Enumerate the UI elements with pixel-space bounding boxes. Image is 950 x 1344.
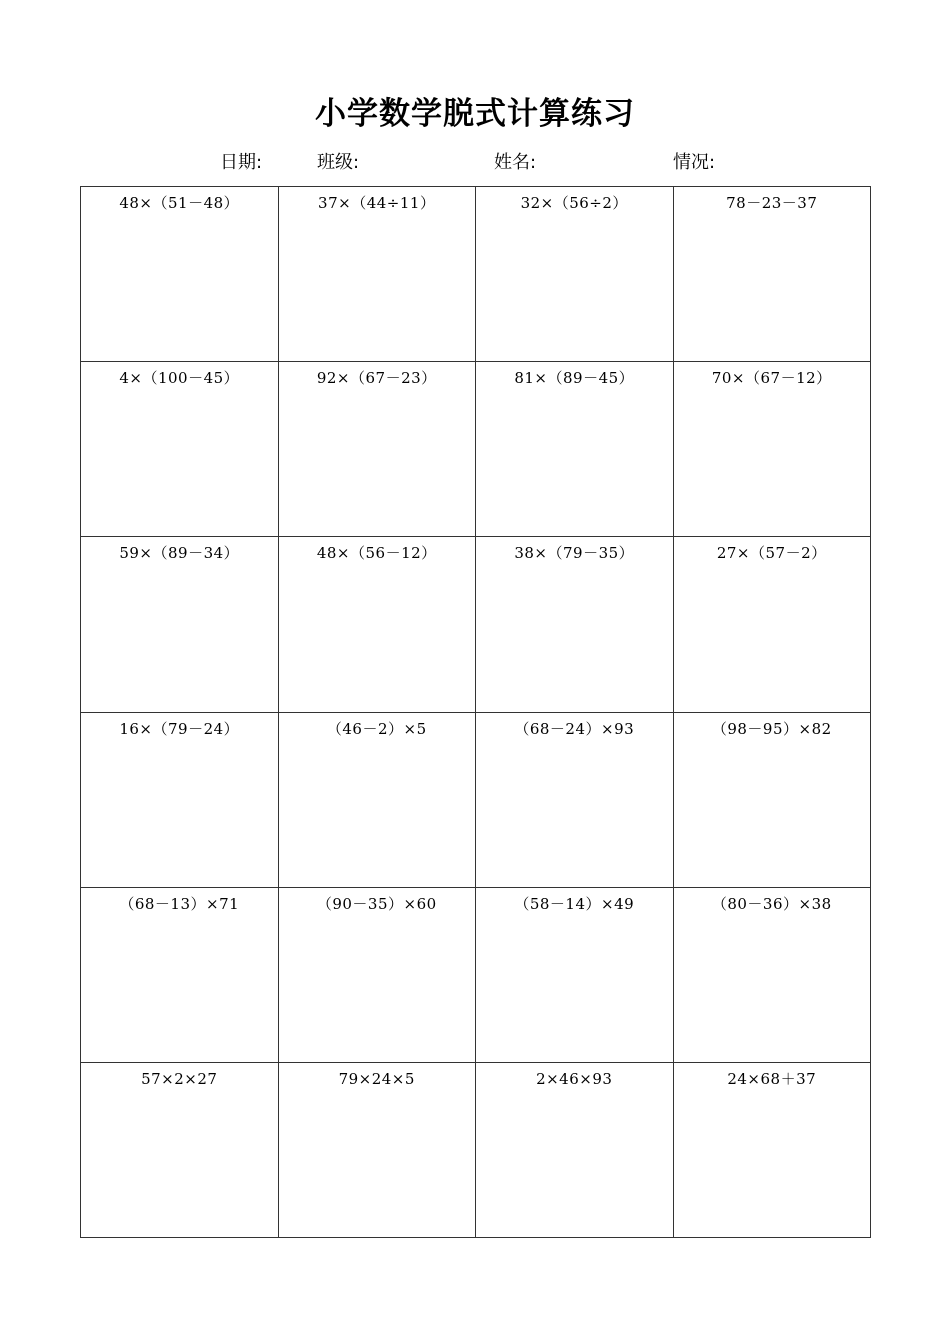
problem-text: 78－23－37 <box>726 194 818 212</box>
problem-text: 24×68＋37 <box>727 1069 817 1088</box>
problem-text: 81×（89－45） <box>514 369 635 388</box>
problem-cell <box>674 362 872 537</box>
problem-text: 57×2×27 <box>141 1069 218 1088</box>
problem-text: 37×（44÷11） <box>318 194 436 212</box>
problem-cell <box>476 713 674 888</box>
problem-cell <box>279 537 477 712</box>
problem-text: （68－13）×71 <box>119 894 240 913</box>
problem-cell <box>279 888 477 1063</box>
class-label: 班级: <box>317 152 360 173</box>
problem-cell <box>81 888 279 1063</box>
problem-cell <box>81 187 279 362</box>
problem-cell <box>279 1063 477 1238</box>
problem-text: 27×（57－2） <box>716 544 827 563</box>
problem-text: （90－35）×60 <box>316 894 437 913</box>
problem-cell <box>674 713 872 888</box>
problem-text: 38×（79－35） <box>514 544 635 563</box>
problem-text: 48×（56－12） <box>316 544 437 563</box>
problem-text: （98－95）×82 <box>711 719 832 738</box>
problem-cell <box>674 1063 872 1238</box>
name-label: 姓名: <box>494 152 537 173</box>
status-label: 情况: <box>673 152 716 173</box>
problem-text: （68－24）×93 <box>514 719 635 738</box>
problem-cell <box>81 713 279 888</box>
problem-text: 59×（89－34） <box>119 544 240 563</box>
problem-cell <box>279 362 477 537</box>
problem-text: 70×（67－12） <box>711 369 832 388</box>
problem-cell <box>476 187 674 362</box>
problem-text: 4×（100－45） <box>119 369 240 388</box>
problem-text: （58－14）×49 <box>514 894 635 913</box>
problem-text: 48×（51－48） <box>119 194 240 212</box>
problem-cell <box>674 187 872 362</box>
problem-text: 16×（79－24） <box>119 719 240 738</box>
problem-text: （46－2）×5 <box>326 719 427 738</box>
problem-cell <box>674 888 872 1063</box>
problem-text: 2×46×93 <box>536 1069 613 1088</box>
problem-cell <box>81 537 279 712</box>
page-title: 小学数学脱式计算练习 <box>315 96 635 132</box>
problem-text: （80－36）×38 <box>711 894 832 913</box>
problem-cell <box>476 1063 674 1238</box>
problem-text: 92×（67－23） <box>316 369 437 388</box>
problem-text: 32×（56÷2） <box>520 194 628 212</box>
problem-cell <box>476 888 674 1063</box>
problem-cell <box>476 537 674 712</box>
date-label: 日期: <box>220 152 263 173</box>
problem-text: 79×24×5 <box>338 1069 415 1088</box>
problem-cell <box>81 362 279 537</box>
problem-grid <box>80 186 871 1238</box>
problem-cell <box>81 1063 279 1238</box>
problem-cell <box>476 362 674 537</box>
problem-cell <box>674 537 872 712</box>
problem-cell <box>279 713 477 888</box>
problem-cell <box>279 187 477 362</box>
